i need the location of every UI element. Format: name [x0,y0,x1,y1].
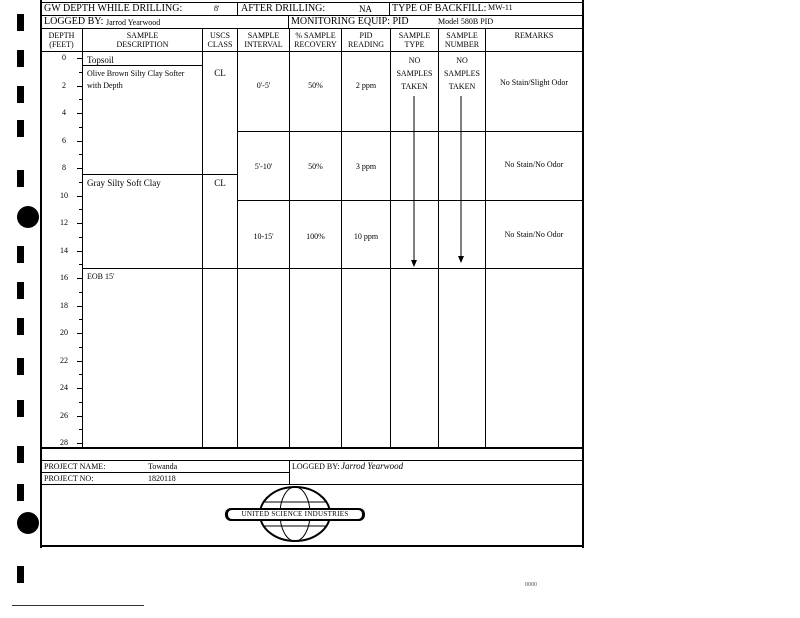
after-drilling-value: NA [359,4,372,14]
project-name-label: PROJECT NAME: [44,462,106,471]
column-header-line: SAMPLE [247,31,280,40]
column-header-line: SAMPLE [398,31,431,40]
no-samples-line: TAKEN [448,82,476,91]
after-drilling-label: AFTER DRILLING: [241,3,326,14]
description-olive-line1: Olive Brown Silty Clay Softer [87,69,185,78]
monitoring-equip-label: MONITORING EQUIP: PID [291,16,409,27]
bottom-rule [12,605,144,606]
gw-depth-label: GW DEPTH WHILE DRILLING: [44,3,183,14]
no-samples-line: SAMPLES [396,69,433,78]
sample-interval: 5'-10' [254,162,273,171]
project-no-value: 1820118 [148,474,176,483]
column-header-line: PID [359,31,373,40]
footer-logged-by-value: Jarrod Yearwood [341,461,404,471]
sample-interval: 0'-5' [256,81,271,90]
sample-interval: 10-15' [253,232,274,241]
column-header-line: TYPE [404,40,425,49]
column-header-line: READING [348,40,384,49]
column-header-line: DEPTH [48,31,75,40]
column-header-line: NUMBER [444,40,480,49]
depth-label: 6 [62,135,66,145]
depth-label: 22 [60,355,68,365]
depth-label: 8 [62,163,66,172]
column-header-line: SAMPLE [446,31,478,40]
remarks: No Stain/Slight Odor [499,78,568,87]
gw-depth-value: 8' [214,4,220,13]
sample-recovery: 100% [306,232,325,241]
column-header-line: REMARKS [514,31,554,40]
no-samples-line: NO [408,56,421,65]
depth-label: 16 [60,273,68,282]
depth-label: 24 [60,383,68,392]
no-samples-line: NO [456,56,468,65]
logged-by-value: Jarrod Yearwood [106,18,161,27]
pid-reading: 10 ppm [353,232,379,241]
pid-reading: 3 ppm [355,162,377,171]
depth-label: 12 [60,218,68,227]
remarks: No Stain/No Odor [504,160,564,169]
description-topsoil: Topsoil [87,55,114,65]
column-header-line: % SAMPLE [295,31,336,40]
depth-label: 0 [62,53,66,62]
depth-label: 20 [60,328,68,337]
depth-label: 18 [60,300,68,310]
column-header-line: SAMPLE [126,31,159,40]
depth-label: 14 [60,245,68,255]
description-eob: EOB 15' [87,272,115,281]
project-name-value: Towanda [148,462,178,471]
description-gray-clay: Gray Silty Soft Clay [87,178,161,188]
logo-text: UNITED SCIENCE INDUSTRIES [241,510,349,518]
depth-label: 4 [62,108,66,117]
project-no-label: PROJECT NO: [44,474,94,483]
monitoring-equip-model: Model 580B PID [438,17,494,26]
uscs-class: CL [214,68,226,78]
column-header-line: CLASS [207,40,233,49]
pid-reading: 2 ppm [355,81,377,90]
uscs-class: CL [214,178,226,188]
description-olive-line2: with Depth [87,81,123,90]
sample-recovery: 50% [308,162,323,171]
depth-label: 2 [62,80,66,90]
column-header-line: RECOVERY [294,40,337,49]
backfill-value: MW-11 [488,3,513,12]
depth-label: 28 [60,438,68,447]
remarks: No Stain/No Odor [504,230,564,239]
depth-label: 10 [60,190,68,200]
column-header-line: USCS [209,31,230,40]
logged-by-label: LOGGED BY: [44,16,104,27]
no-samples-line: TAKEN [401,82,428,91]
column-header-line: (FEET) [49,40,74,49]
footer-logged-by-label: LOGGED BY: [292,462,340,471]
no-samples-line: SAMPLES [443,69,480,78]
page-mark: 0000 [525,582,537,588]
arrow-head-icon [458,256,464,263]
backfill-label: TYPE OF BACKFILL: [392,3,487,14]
sample-recovery: 50% [308,81,323,90]
arrow-head-icon [411,260,417,267]
column-header-line: INTERVAL [244,40,283,49]
column-header-line: DESCRIPTION [116,40,169,49]
depth-label: 26 [60,410,68,420]
